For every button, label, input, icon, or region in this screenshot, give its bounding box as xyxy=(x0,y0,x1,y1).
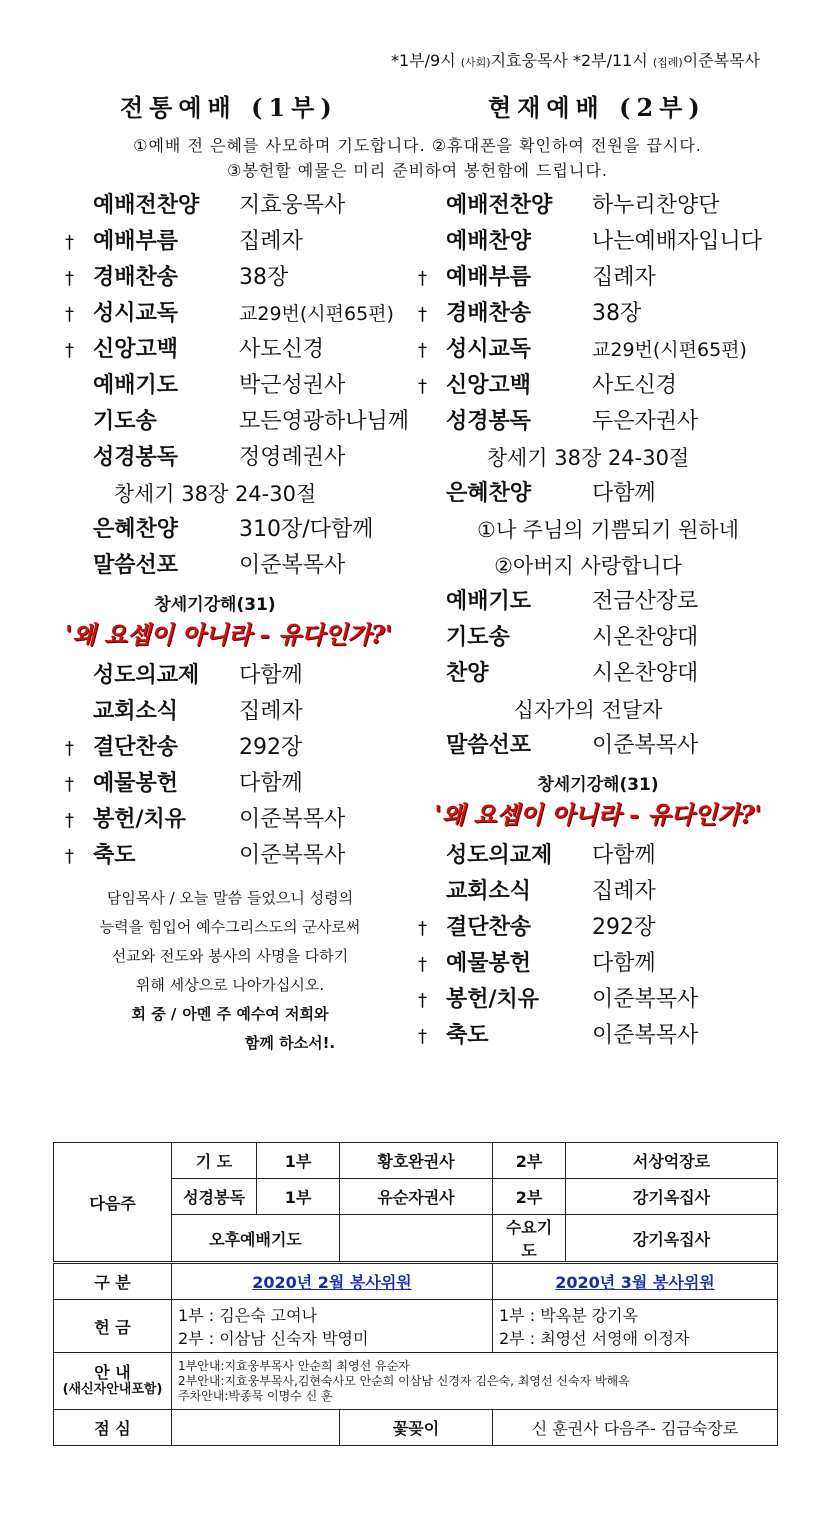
stand-cross-mark: † xyxy=(418,340,427,361)
worship-item-label: 봉헌/치유 xyxy=(446,987,540,1012)
worship-item-label: 예배기도 xyxy=(446,589,532,614)
worship-item-label: 예배전찬양 xyxy=(93,193,200,218)
worship-item-value: 집례자 xyxy=(592,879,656,904)
worship-item xyxy=(65,440,425,476)
info-table xyxy=(53,1142,778,1446)
reading-part1-name: 유순자권사 xyxy=(340,1179,493,1215)
worship-item-value: 38장 xyxy=(239,265,289,290)
worship-item-value: 전금산장로 xyxy=(592,589,699,614)
guide-label xyxy=(54,1353,172,1410)
stand-cross-mark: † xyxy=(65,268,74,289)
worship-item-value: 교29번(시편65편) xyxy=(239,303,394,325)
afternoon-prayer-name xyxy=(340,1215,493,1263)
note-small: (사회) xyxy=(460,56,491,69)
mar-offering-part2: 2부 : 최영선 서영애 이정자 xyxy=(499,1329,690,1348)
worship-item xyxy=(65,404,425,440)
worship-item-label: 말씀선포 xyxy=(93,553,179,578)
note-small: (집례) xyxy=(652,56,683,69)
guide-part1: 1부안내:지효웅부목사 안순희 최영선 유순자 xyxy=(178,1358,410,1373)
mar-committee-header: 2020년 3월 봉사위원 xyxy=(493,1263,778,1300)
worship-item-label: 교회소식 xyxy=(93,699,179,724)
worship-item-value: 이준복목사 xyxy=(239,553,346,578)
mar-offering-part1: 1부 : 박옥분 강기옥 xyxy=(499,1306,639,1325)
worship-item-value: 다함께 xyxy=(239,663,303,688)
guide-label-sub: (새신자안내포함) xyxy=(62,1382,163,1397)
guide-label-main: 안 내 xyxy=(94,1363,131,1382)
notice-line-2: ③봉헌할 예물은 미리 준비하여 봉헌함에 드립니다. xyxy=(227,161,608,180)
worship-item-value: 다함께 xyxy=(592,481,656,506)
right-order-of-worship xyxy=(418,188,798,1054)
anthem-title: 십자가의 전달자 xyxy=(513,698,663,722)
worship-item xyxy=(418,476,798,512)
afternoon-prayer-label: 오후예배기도 xyxy=(172,1215,340,1263)
stand-cross-mark: † xyxy=(418,1026,427,1047)
benediction-line: 함께 하소서!. xyxy=(244,1034,336,1052)
stand-cross-mark: † xyxy=(418,268,427,289)
stand-cross-mark: † xyxy=(65,304,74,325)
stand-cross-mark: † xyxy=(418,954,427,975)
worship-item xyxy=(418,404,798,440)
worship-item xyxy=(418,656,798,692)
feb-offering-part1: 1부 : 김은숙 고여나 xyxy=(178,1306,318,1325)
note-text: *1부/9시 xyxy=(390,51,461,70)
notice-line-1: ①예배 전 은혜를 사모하며 기도합니다. ②휴대폰을 확인하여 전원을 끕시다. xyxy=(133,136,702,155)
left-service-title: 전통예배 (1부) xyxy=(120,93,338,122)
worship-item-label: 경배찬송 xyxy=(93,265,179,290)
guide-part2: 2부안내:지효웅부목사,김현숙사모 안순희 이삼남 신경자 김은숙, 최영선 신숙자 박해옥 xyxy=(178,1373,630,1388)
worship-item xyxy=(65,766,425,802)
worship-item-label: 신앙고백 xyxy=(446,373,532,398)
reading-part2-name: 강기옥집사 xyxy=(566,1179,778,1215)
stand-cross-mark: † xyxy=(418,990,427,1011)
worship-item-label: 성도의교제 xyxy=(93,663,200,688)
stand-cross-mark: † xyxy=(65,340,74,361)
worship-item-label: 성경봉독 xyxy=(93,445,179,470)
prayer-label: 기 도 xyxy=(172,1143,257,1179)
scripture-reference: 창세기 38장 24-30절 xyxy=(113,482,317,506)
service-time-note xyxy=(391,48,760,71)
worship-item xyxy=(65,332,425,368)
worship-item-value: 집례자 xyxy=(239,229,303,254)
worship-item-label: 은혜찬양 xyxy=(446,481,532,506)
worship-item-label: 결단찬송 xyxy=(93,735,179,760)
worship-item xyxy=(418,296,798,332)
worship-item xyxy=(65,296,425,332)
stand-cross-mark: † xyxy=(418,304,427,325)
worship-item-label: 결단찬송 xyxy=(446,915,532,940)
worship-item-label: 기도송 xyxy=(93,409,157,434)
worship-item-label: 성경봉독 xyxy=(446,409,532,434)
worship-item xyxy=(65,802,425,838)
note-text: 이준복목사 xyxy=(682,51,760,70)
worship-item-value: 집례자 xyxy=(239,699,303,724)
worship-item-value: 이준복목사 xyxy=(239,807,346,832)
worship-item-value: 310장/다함께 xyxy=(239,517,374,542)
worship-item-label: 말씀선포 xyxy=(446,733,532,758)
worship-item xyxy=(65,730,425,766)
wednesday-prayer-label: 수요기도 xyxy=(493,1215,566,1263)
benediction-line: 담임목사 / 오늘 말씀 들었으니 성령의 xyxy=(106,889,354,907)
worship-item-label: 경배찬송 xyxy=(446,301,532,326)
worship-item xyxy=(418,728,798,764)
benediction-line: 능력을 힘입어 예수그리스도의 군사로써 xyxy=(99,918,361,936)
worship-item xyxy=(418,1018,798,1054)
mar-offering xyxy=(493,1300,778,1353)
feb-offering xyxy=(172,1300,493,1353)
worship-item-label: 은혜찬양 xyxy=(93,517,179,542)
stand-cross-mark: † xyxy=(65,774,74,795)
lunch-value xyxy=(172,1410,340,1446)
worship-item-label: 교회소식 xyxy=(446,879,532,904)
flower-label: 꽃꽂이 xyxy=(340,1410,493,1446)
stand-cross-mark: † xyxy=(65,738,74,759)
offering-label: 헌 금 xyxy=(54,1300,172,1353)
lunch-label: 점 심 xyxy=(54,1410,172,1446)
left-order-of-worship xyxy=(65,188,425,1058)
worship-item-value: 이준복목사 xyxy=(239,843,346,868)
sermon-series: 창세기강해(31) xyxy=(537,775,659,795)
worship-item xyxy=(65,658,425,694)
stand-cross-mark: † xyxy=(65,846,74,867)
stand-cross-mark: † xyxy=(65,232,74,253)
worship-item xyxy=(65,260,425,296)
worship-item-label: 찬양 xyxy=(446,661,489,686)
worship-item xyxy=(418,982,798,1018)
praise-song: ②아버지 사랑합니다 xyxy=(494,554,682,578)
worship-item xyxy=(418,874,798,910)
worship-item-label: 성시교독 xyxy=(93,301,179,326)
prayer-part2-name: 서상억장로 xyxy=(566,1143,778,1179)
prayer-part1: 1부 xyxy=(257,1143,340,1179)
worship-item-label: 예배찬양 xyxy=(446,229,532,254)
worship-item-value: 이준복목사 xyxy=(592,987,699,1012)
worship-item-label: 축도 xyxy=(446,1023,489,1048)
worship-item-value: 다함께 xyxy=(592,843,656,868)
stand-cross-mark: † xyxy=(418,918,427,939)
worship-item-value: 교29번(시편65편) xyxy=(592,339,747,361)
worship-item xyxy=(418,946,798,982)
guide-details xyxy=(172,1353,778,1410)
worship-item-value: 292장 xyxy=(592,915,656,940)
benediction-text xyxy=(65,884,395,1058)
worship-item-value: 모든영광하나님께 xyxy=(239,409,410,434)
flower-value: 신 훈권사 다음주- 김금숙장로 xyxy=(493,1410,778,1446)
worship-item-value: 이준복목사 xyxy=(592,733,699,758)
worship-item xyxy=(65,512,425,548)
feb-committee-header: 2020년 2월 봉사위원 xyxy=(172,1263,493,1300)
worship-item-label: 예배기도 xyxy=(93,373,179,398)
congregation-amen: 아멘 주 예수여 저희와 xyxy=(182,1005,329,1023)
sermon-series: 창세기강해(31) xyxy=(154,595,276,615)
worship-item xyxy=(418,584,798,620)
worship-item-label: 예배부름 xyxy=(446,265,532,290)
prayer-part1-name: 황호완권사 xyxy=(340,1143,493,1179)
benediction-line: 위해 세상으로 나아가십시오. xyxy=(135,976,325,994)
stand-cross-mark: † xyxy=(65,810,74,831)
worship-item-value: 집례자 xyxy=(592,265,656,290)
worship-item-value: 292장 xyxy=(239,735,303,760)
worship-item xyxy=(65,548,425,584)
worship-item xyxy=(65,188,425,224)
feb-offering-part2: 2부 : 이삼남 신숙자 박영미 xyxy=(178,1329,369,1348)
worship-item-label: 예배부름 xyxy=(93,229,179,254)
parking-guide: 주차안내:박종묵 이명수 신 훈 xyxy=(178,1388,333,1403)
worship-item xyxy=(418,260,798,296)
worship-item xyxy=(65,368,425,404)
worship-item xyxy=(418,838,798,874)
sermon-title: '왜 요셉이 아니라 - 유다인가?' xyxy=(434,800,762,829)
prayer-part2: 2부 xyxy=(493,1143,566,1179)
worship-item xyxy=(418,188,798,224)
worship-item-value: 정영례권사 xyxy=(239,445,346,470)
worship-item-label: 예물봉헌 xyxy=(446,951,532,976)
worship-item xyxy=(65,838,425,874)
sermon-title: '왜 요셉이 아니라 - 유다인가?' xyxy=(65,620,393,649)
worship-item-value: 두은자권사 xyxy=(592,409,699,434)
reading-part2: 2부 xyxy=(493,1179,566,1215)
worship-item-value: 다함께 xyxy=(239,771,303,796)
worship-item xyxy=(418,332,798,368)
worship-item-value: 시온찬양대 xyxy=(592,661,699,686)
worship-item-value: 이준복목사 xyxy=(592,1023,699,1048)
benediction-line: 선교와 전도와 봉사의 사명을 다하기 xyxy=(111,947,349,965)
praise-song: ①나 주님의 기쁨되기 원하네 xyxy=(477,518,739,542)
division-label: 구 분 xyxy=(54,1263,172,1300)
right-service-title: 현재예배 (2부) xyxy=(488,93,706,122)
stand-cross-mark: † xyxy=(418,376,427,397)
worship-item-value: 사도신경 xyxy=(592,373,678,398)
worship-item-value: 38장 xyxy=(592,301,642,326)
congregation-response xyxy=(65,1000,395,1029)
worship-item-value: 시온찬양대 xyxy=(592,625,699,650)
worship-item-value: 다함께 xyxy=(592,951,656,976)
worship-item xyxy=(65,694,425,730)
worship-item-label: 축도 xyxy=(93,843,136,868)
next-week-header: 다음주 xyxy=(54,1143,172,1263)
reading-label: 성경봉독 xyxy=(172,1179,257,1215)
scripture-reference: 창세기 38장 24-30절 xyxy=(486,446,690,470)
note-text: 지효웅목사 *2부/11시 xyxy=(490,51,653,70)
worship-item xyxy=(418,910,798,946)
worship-item-label: 봉헌/치유 xyxy=(93,807,187,832)
reading-part1: 1부 xyxy=(257,1179,340,1215)
worship-item-value: 박근성권사 xyxy=(239,373,346,398)
worship-item-label: 예물봉헌 xyxy=(93,771,179,796)
worship-item-value: 나는예배자입니다 xyxy=(592,229,763,254)
worship-item-value: 하누리찬양단 xyxy=(592,193,720,218)
worship-item-label: 예배전찬양 xyxy=(446,193,553,218)
worship-item xyxy=(418,368,798,404)
worship-item-label: 기도송 xyxy=(446,625,510,650)
wednesday-prayer-name: 강기옥집사 xyxy=(566,1215,778,1263)
worship-item xyxy=(418,224,798,260)
congregation-label: 회 중 / xyxy=(131,1005,177,1023)
worship-item-label: 신앙고백 xyxy=(93,337,179,362)
worship-item-value: 사도신경 xyxy=(239,337,325,362)
worship-item xyxy=(418,620,798,656)
worship-item xyxy=(65,224,425,260)
worship-item-value: 지효웅목사 xyxy=(239,193,346,218)
worship-item-label: 성시교독 xyxy=(446,337,532,362)
worship-item-label: 성도의교제 xyxy=(446,843,553,868)
